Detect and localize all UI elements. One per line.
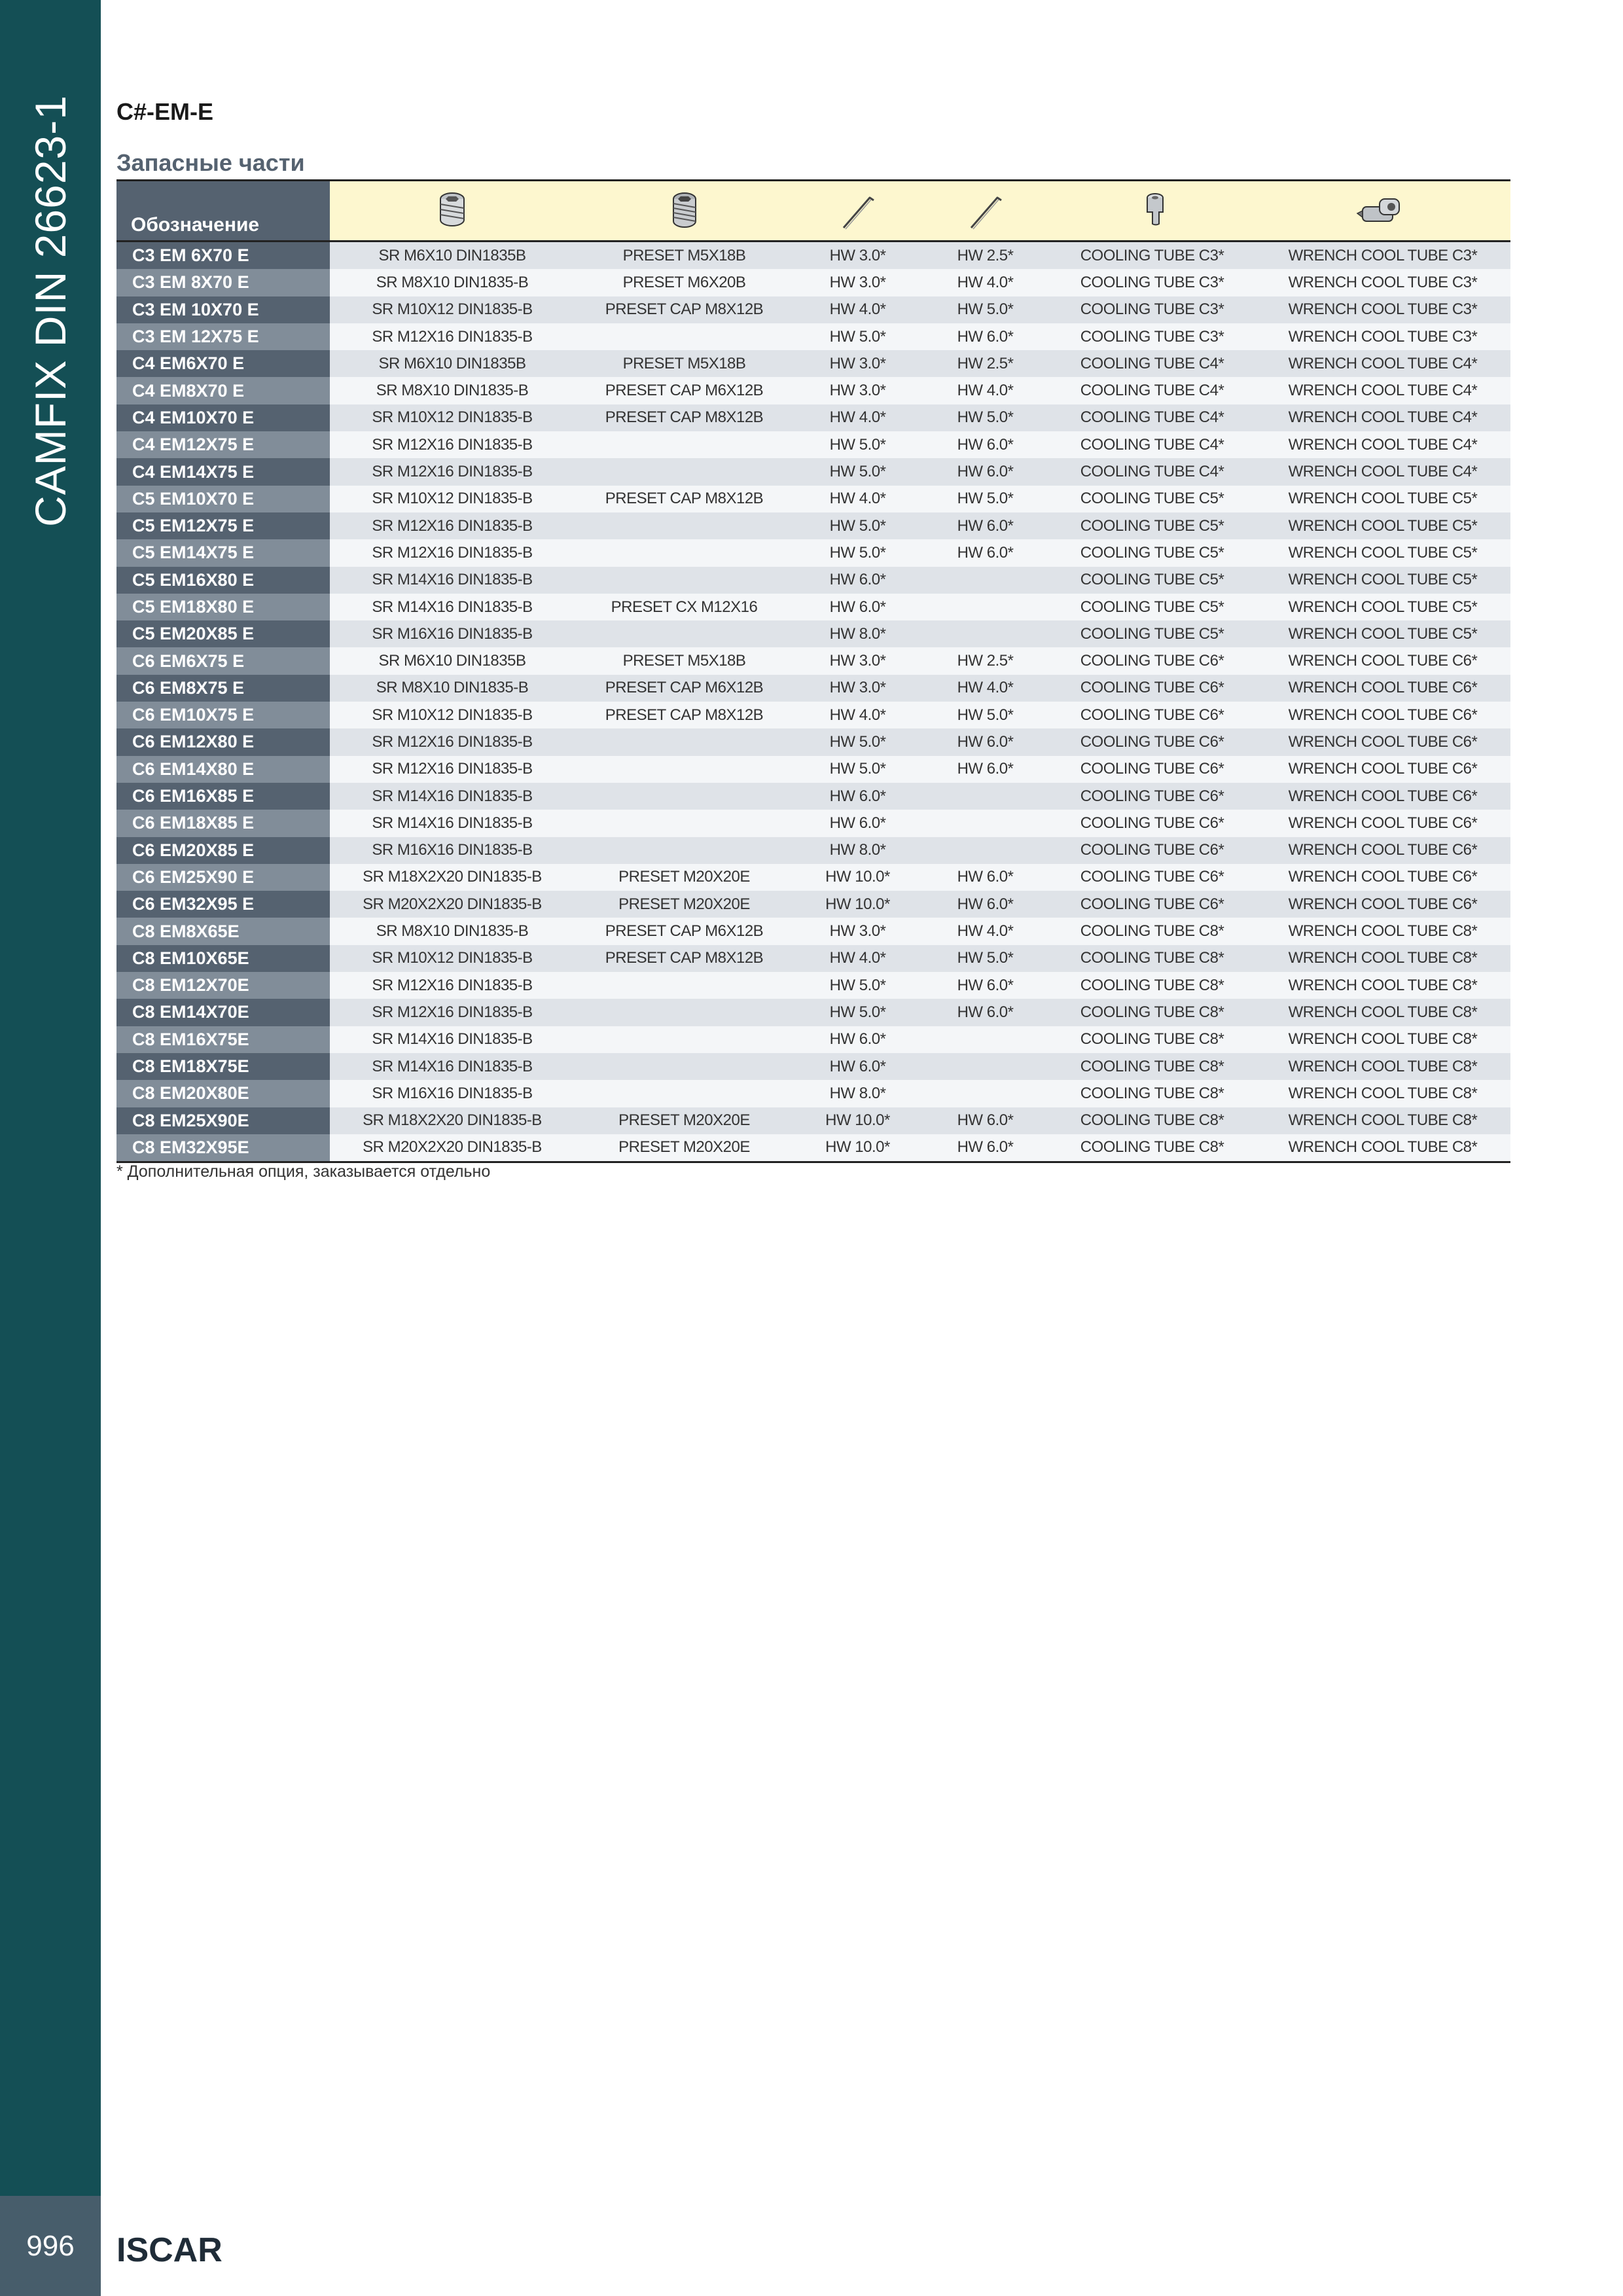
table-row bbox=[116, 864, 1510, 891]
cooling-tube-cell: COOLING TUBE C6* bbox=[1049, 702, 1255, 728]
cooling-tube-cell: COOLING TUBE C6* bbox=[1049, 837, 1255, 864]
designation-cell: C4 EM6X70 E bbox=[116, 350, 330, 377]
preset-screw-column-header bbox=[575, 181, 794, 242]
hex-wrench-1-cell: HW 6.0* bbox=[794, 1026, 921, 1053]
set-screw-cell: SR M14X16 DIN1835-B bbox=[330, 810, 575, 836]
hex-wrench-2-cell: HW 5.0* bbox=[921, 404, 1049, 431]
wrench-cool-tube-cell: WRENCH COOL TUBE C8* bbox=[1255, 1134, 1510, 1162]
designation-cell: C3 EM 8X70 E bbox=[116, 269, 330, 296]
preset-cell: PRESET CAP M6X12B bbox=[575, 377, 794, 404]
cooling-tube-cell: COOLING TUBE C8* bbox=[1049, 945, 1255, 972]
table-row bbox=[116, 242, 1510, 270]
designation-cell: C6 EM12X80 E bbox=[116, 728, 330, 755]
hex-wrench-1-cell: HW 3.0* bbox=[794, 377, 921, 404]
designation-cell: C8 EM16X75E bbox=[116, 1026, 330, 1053]
designation-cell: C4 EM14X75 E bbox=[116, 458, 330, 485]
hex-wrench-1-cell: HW 10.0* bbox=[794, 1134, 921, 1162]
set-screw-cell: SR M12X16 DIN1835-B bbox=[330, 539, 575, 566]
set-screw-cell: SR M10X12 DIN1835-B bbox=[330, 486, 575, 512]
cooling-tube-icon bbox=[1133, 190, 1172, 232]
preset-cell: PRESET CX M12X16 bbox=[575, 594, 794, 620]
preset-cell: PRESET M6X20B bbox=[575, 269, 794, 296]
set-screw-cell: SR M10X12 DIN1835-B bbox=[330, 296, 575, 323]
cooling-tube-cell: COOLING TUBE C5* bbox=[1049, 486, 1255, 512]
hex-wrench-1-cell: HW 4.0* bbox=[794, 404, 921, 431]
cooling-tube-cell: COOLING TUBE C6* bbox=[1049, 891, 1255, 918]
preset-cell bbox=[575, 1080, 794, 1107]
table-row bbox=[116, 594, 1510, 620]
set-screw-cell: SR M20X2X20 DIN1835-B bbox=[330, 1134, 575, 1162]
wrench-cool-tube-cell: WRENCH COOL TUBE C4* bbox=[1255, 431, 1510, 458]
preset-cell bbox=[575, 999, 794, 1026]
brand-logo: ISCAR bbox=[116, 2231, 223, 2269]
hex-wrench-1-cell: HW 5.0* bbox=[794, 458, 921, 485]
wrench-cool-tube-cell: WRENCH COOL TUBE C8* bbox=[1255, 999, 1510, 1026]
set-screw-cell: SR M12X16 DIN1835-B bbox=[330, 323, 575, 350]
preset-cell: PRESET CAP M8X12B bbox=[575, 702, 794, 728]
preset-cell: PRESET M5X18B bbox=[575, 647, 794, 674]
set-screw-cell: SR M18X2X20 DIN1835-B bbox=[330, 864, 575, 891]
table-row bbox=[116, 1080, 1510, 1107]
hex-wrench-2-cell: HW 6.0* bbox=[921, 512, 1049, 539]
set-screw-cell: SR M16X16 DIN1835-B bbox=[330, 1080, 575, 1107]
designation-cell: C3 EM 12X75 E bbox=[116, 323, 330, 350]
hex-wrench-1-cell: HW 5.0* bbox=[794, 972, 921, 999]
hex-wrench-2-cell: HW 2.5* bbox=[921, 242, 1049, 270]
hex-wrench-2-cell: HW 4.0* bbox=[921, 675, 1049, 702]
hex-wrench-1-cell: HW 4.0* bbox=[794, 296, 921, 323]
hex-wrench-2-cell bbox=[921, 594, 1049, 620]
wrench-cool-tube-cell: WRENCH COOL TUBE C3* bbox=[1255, 296, 1510, 323]
hex-wrench-1-cell: HW 8.0* bbox=[794, 1080, 921, 1107]
cooling-tube-cell: COOLING TUBE C4* bbox=[1049, 431, 1255, 458]
wrench-cool-tube-cell: WRENCH COOL TUBE C6* bbox=[1255, 702, 1510, 728]
designation-cell: C8 EM32X95E bbox=[116, 1134, 330, 1162]
cooling-tube-cell: COOLING TUBE C3* bbox=[1049, 242, 1255, 270]
set-screw-cell: SR M12X16 DIN1835-B bbox=[330, 999, 575, 1026]
wrench-cool-tube-cell: WRENCH COOL TUBE C4* bbox=[1255, 350, 1510, 377]
hex-wrench-1-cell: HW 4.0* bbox=[794, 486, 921, 512]
wrench-cool-tube-cell: WRENCH COOL TUBE C3* bbox=[1255, 323, 1510, 350]
designation-cell: C5 EM16X80 E bbox=[116, 567, 330, 594]
hex-wrench-2-cell bbox=[921, 1080, 1049, 1107]
spare-parts-table-wrap bbox=[116, 179, 1510, 1163]
cooling-tube-cell: COOLING TUBE C6* bbox=[1049, 864, 1255, 891]
designation-cell: C4 EM10X70 E bbox=[116, 404, 330, 431]
table-row bbox=[116, 567, 1510, 594]
hex-wrench-2-cell: HW 6.0* bbox=[921, 323, 1049, 350]
wrench-cool-tube-cell: WRENCH COOL TUBE C6* bbox=[1255, 675, 1510, 702]
table-body bbox=[116, 242, 1510, 1162]
hex-wrench-1-cell: HW 5.0* bbox=[794, 512, 921, 539]
page-number: 996 bbox=[26, 2229, 75, 2262]
designation-cell: C3 EM 10X70 E bbox=[116, 296, 330, 323]
wrench-cool-tube-cell: WRENCH COOL TUBE C6* bbox=[1255, 837, 1510, 864]
set-screw-cell: SR M14X16 DIN1835-B bbox=[330, 1026, 575, 1053]
wrench-cool-tube-cell: WRENCH COOL TUBE C3* bbox=[1255, 269, 1510, 296]
designation-cell: C3 EM 6X70 E bbox=[116, 242, 330, 270]
preset-cell bbox=[575, 756, 794, 783]
hex-wrench-1-cell: HW 3.0* bbox=[794, 350, 921, 377]
preset-cell: PRESET M20X20E bbox=[575, 891, 794, 918]
wrench-cool-tube-cell: WRENCH COOL TUBE C8* bbox=[1255, 1026, 1510, 1053]
hex-wrench-2-cell: HW 5.0* bbox=[921, 702, 1049, 728]
hex-wrench-icon bbox=[838, 190, 878, 232]
designation-cell: C8 EM20X80E bbox=[116, 1080, 330, 1107]
set-screw-cell: SR M6X10 DIN1835B bbox=[330, 242, 575, 270]
wrench-cool-tube-cell: WRENCH COOL TUBE C6* bbox=[1255, 783, 1510, 810]
cooling-tube-cell: COOLING TUBE C3* bbox=[1049, 296, 1255, 323]
cooling-tube-cell: COOLING TUBE C3* bbox=[1049, 323, 1255, 350]
hex-wrench-1-cell: HW 5.0* bbox=[794, 728, 921, 755]
preset-cell: PRESET M20X20E bbox=[575, 864, 794, 891]
cooling-tube-cell: COOLING TUBE C5* bbox=[1049, 620, 1255, 647]
page-number-box bbox=[0, 2196, 101, 2296]
cooling-tube-cell: COOLING TUBE C8* bbox=[1049, 1026, 1255, 1053]
designation-cell: C5 EM20X85 E bbox=[116, 620, 330, 647]
hex-wrench-2-cell: HW 6.0* bbox=[921, 728, 1049, 755]
hex-wrench-1-cell: HW 3.0* bbox=[794, 242, 921, 270]
section-title: Запасные части bbox=[116, 149, 305, 176]
hex-wrench-2-cell: HW 5.0* bbox=[921, 945, 1049, 972]
hex-wrench-1-cell: HW 4.0* bbox=[794, 945, 921, 972]
cooling-tube-cell: COOLING TUBE C5* bbox=[1049, 512, 1255, 539]
set-screw-cell: SR M16X16 DIN1835-B bbox=[330, 837, 575, 864]
cooling-tube-cell: COOLING TUBE C4* bbox=[1049, 377, 1255, 404]
hex-wrench-1-cell: HW 6.0* bbox=[794, 567, 921, 594]
wrench-cool-tube-cell: WRENCH COOL TUBE C4* bbox=[1255, 458, 1510, 485]
designation-cell: C8 EM8X65E bbox=[116, 918, 330, 944]
preset-cell bbox=[575, 567, 794, 594]
hex-wrench-2-cell bbox=[921, 1026, 1049, 1053]
hex-wrench-2-cell: HW 6.0* bbox=[921, 431, 1049, 458]
hex-wrench-1-cell: HW 3.0* bbox=[794, 918, 921, 944]
cooling-tube-cell: COOLING TUBE C8* bbox=[1049, 1080, 1255, 1107]
set-screw-cell: SR M12X16 DIN1835-B bbox=[330, 756, 575, 783]
hex-wrench-2-cell bbox=[921, 1053, 1049, 1080]
hex-wrench-2-cell: HW 6.0* bbox=[921, 756, 1049, 783]
hex-wrench-2-cell: HW 6.0* bbox=[921, 891, 1049, 918]
cooling-tube-cell: COOLING TUBE C5* bbox=[1049, 539, 1255, 566]
set-screw-cell: SR M8X10 DIN1835-B bbox=[330, 377, 575, 404]
set-screw-cell: SR M12X16 DIN1835-B bbox=[330, 458, 575, 485]
hex-wrench-1-cell: HW 3.0* bbox=[794, 675, 921, 702]
table-row bbox=[116, 323, 1510, 350]
cooling-tube-cell: COOLING TUBE C3* bbox=[1049, 269, 1255, 296]
table-row bbox=[116, 837, 1510, 864]
spare-parts-table bbox=[116, 179, 1510, 1163]
table-row bbox=[116, 702, 1510, 728]
designation-cell: C4 EM8X70 E bbox=[116, 377, 330, 404]
hex-wrench-2-cell bbox=[921, 783, 1049, 810]
hex-wrench-1-cell: HW 6.0* bbox=[794, 1053, 921, 1080]
hex-wrench-2-cell: HW 6.0* bbox=[921, 539, 1049, 566]
designation-cell: C6 EM6X75 E bbox=[116, 647, 330, 674]
wrench-cool-tube-cell: WRENCH COOL TUBE C6* bbox=[1255, 756, 1510, 783]
set-screw-cell: SR M12X16 DIN1835-B bbox=[330, 972, 575, 999]
preset-cell bbox=[575, 1053, 794, 1080]
table-row bbox=[116, 486, 1510, 512]
wrench-cool-tube-cell: WRENCH COOL TUBE C3* bbox=[1255, 242, 1510, 270]
designation-cell: C8 EM12X70E bbox=[116, 972, 330, 999]
set-screw-cell: SR M8X10 DIN1835-B bbox=[330, 269, 575, 296]
set-screw-cell: SR M10X12 DIN1835-B bbox=[330, 404, 575, 431]
wrench-cool-tube-cell: WRENCH COOL TUBE C5* bbox=[1255, 567, 1510, 594]
wrench-cool-tube-column-header bbox=[1255, 181, 1510, 242]
preset-cell: PRESET CAP M8X12B bbox=[575, 296, 794, 323]
preset-cell bbox=[575, 512, 794, 539]
preset-cell bbox=[575, 972, 794, 999]
set-screw-cell: SR M14X16 DIN1835-B bbox=[330, 594, 575, 620]
hex-wrench-2-cell: HW 6.0* bbox=[921, 1134, 1049, 1162]
preset-cell: PRESET CAP M6X12B bbox=[575, 918, 794, 944]
wrench-cool-tube-cell: WRENCH COOL TUBE C6* bbox=[1255, 728, 1510, 755]
designation-cell: C8 EM14X70E bbox=[116, 999, 330, 1026]
table-row bbox=[116, 296, 1510, 323]
table-row bbox=[116, 999, 1510, 1026]
hex-wrench-1-cell: HW 6.0* bbox=[794, 810, 921, 836]
preset-cell: PRESET M5X18B bbox=[575, 350, 794, 377]
hex-wrench-2-cell: HW 2.5* bbox=[921, 350, 1049, 377]
wrench-cool-tube-cell: WRENCH COOL TUBE C4* bbox=[1255, 404, 1510, 431]
hex-wrench-icon bbox=[966, 190, 1005, 232]
cooling-tube-cell: COOLING TUBE C4* bbox=[1049, 458, 1255, 485]
hex-wrench-1-cell: HW 10.0* bbox=[794, 864, 921, 891]
set-screw-cell: SR M6X10 DIN1835B bbox=[330, 350, 575, 377]
wrench-cool-tube-cell: WRENCH COOL TUBE C6* bbox=[1255, 810, 1510, 836]
hex-wrench-2-cell: HW 2.5* bbox=[921, 647, 1049, 674]
preset-cell: PRESET CAP M8X12B bbox=[575, 486, 794, 512]
set-screw-cell: SR M10X12 DIN1835-B bbox=[330, 945, 575, 972]
hex-wrench-2-cell: HW 6.0* bbox=[921, 999, 1049, 1026]
designation-cell: C4 EM12X75 E bbox=[116, 431, 330, 458]
set-screw-cell: SR M12X16 DIN1835-B bbox=[330, 431, 575, 458]
table-row bbox=[116, 269, 1510, 296]
cooling-tube-cell: COOLING TUBE C6* bbox=[1049, 728, 1255, 755]
preset-cell: PRESET CAP M8X12B bbox=[575, 945, 794, 972]
sidebar-title: CAMFIX DIN 26623-1 bbox=[26, 95, 75, 527]
hex-wrench-1-cell: HW 5.0* bbox=[794, 323, 921, 350]
cooling-tube-cell: COOLING TUBE C4* bbox=[1049, 350, 1255, 377]
hex-wrench-2-cell: HW 5.0* bbox=[921, 296, 1049, 323]
table-row bbox=[116, 945, 1510, 972]
hex-wrench-1-cell: HW 8.0* bbox=[794, 837, 921, 864]
preset-cell: PRESET CAP M6X12B bbox=[575, 675, 794, 702]
designation-header: Обозначение bbox=[116, 181, 330, 242]
table-row bbox=[116, 1053, 1510, 1080]
table-row bbox=[116, 647, 1510, 674]
preset-screw-icon bbox=[665, 190, 704, 232]
wrench-cool-tube-cell: WRENCH COOL TUBE C8* bbox=[1255, 1107, 1510, 1134]
set-screw-cell: SR M14X16 DIN1835-B bbox=[330, 783, 575, 810]
hex-wrench-2-cell bbox=[921, 567, 1049, 594]
wrench-cool-tube-cell: WRENCH COOL TUBE C4* bbox=[1255, 377, 1510, 404]
preset-cell bbox=[575, 458, 794, 485]
table-row bbox=[116, 891, 1510, 918]
sidebar bbox=[0, 0, 101, 2196]
designation-cell: C6 EM16X85 E bbox=[116, 783, 330, 810]
set-screw-cell: SR M8X10 DIN1835-B bbox=[330, 918, 575, 944]
table-row bbox=[116, 620, 1510, 647]
hex-wrench-2-cell: HW 6.0* bbox=[921, 864, 1049, 891]
hex-wrench-1-cell: HW 10.0* bbox=[794, 1107, 921, 1134]
hex-wrench-2-cell: HW 6.0* bbox=[921, 972, 1049, 999]
wrench-cool-tube-cell: WRENCH COOL TUBE C5* bbox=[1255, 512, 1510, 539]
hex-wrench-1-cell: HW 5.0* bbox=[794, 539, 921, 566]
hex-wrench-2-cell: HW 6.0* bbox=[921, 1107, 1049, 1134]
hex-wrench-1-cell: HW 5.0* bbox=[794, 756, 921, 783]
table-row bbox=[116, 350, 1510, 377]
set-screw-cell: SR M6X10 DIN1835B bbox=[330, 647, 575, 674]
set-screw-column-header bbox=[330, 181, 575, 242]
designation-cell: C8 EM18X75E bbox=[116, 1053, 330, 1080]
cooling-tube-cell: COOLING TUBE C6* bbox=[1049, 756, 1255, 783]
hex-wrench-1-cell: HW 4.0* bbox=[794, 702, 921, 728]
cooling-tube-cell: COOLING TUBE C6* bbox=[1049, 810, 1255, 836]
hex-wrench-2-cell: HW 6.0* bbox=[921, 458, 1049, 485]
page-title: C#-EM-E bbox=[116, 98, 214, 125]
table-row bbox=[116, 512, 1510, 539]
designation-cell: C8 EM25X90E bbox=[116, 1107, 330, 1134]
designation-cell: C6 EM25X90 E bbox=[116, 864, 330, 891]
set-screw-cell: SR M16X16 DIN1835-B bbox=[330, 620, 575, 647]
set-screw-cell: SR M10X12 DIN1835-B bbox=[330, 702, 575, 728]
table-row bbox=[116, 756, 1510, 783]
hex-wrench-1-cell: HW 3.0* bbox=[794, 647, 921, 674]
preset-cell bbox=[575, 1026, 794, 1053]
wrench-cool-tube-cell: WRENCH COOL TUBE C5* bbox=[1255, 486, 1510, 512]
table-row bbox=[116, 783, 1510, 810]
preset-cell bbox=[575, 620, 794, 647]
wrench-cool-tube-icon bbox=[1353, 190, 1412, 232]
hex-wrench-1-cell: HW 5.0* bbox=[794, 431, 921, 458]
preset-cell: PRESET M20X20E bbox=[575, 1134, 794, 1162]
designation-cell: C8 EM10X65E bbox=[116, 945, 330, 972]
cooling-tube-cell: COOLING TUBE C8* bbox=[1049, 918, 1255, 944]
cooling-tube-cell: COOLING TUBE C8* bbox=[1049, 999, 1255, 1026]
table-row bbox=[116, 918, 1510, 944]
cooling-tube-column-header bbox=[1049, 181, 1255, 242]
designation-cell: C6 EM8X75 E bbox=[116, 675, 330, 702]
footnote: * Дополнительная опция, заказывается отдельно bbox=[116, 1162, 491, 1181]
table-row bbox=[116, 810, 1510, 836]
hex-wrench-1-cell: HW 5.0* bbox=[794, 999, 921, 1026]
table-row bbox=[116, 728, 1510, 755]
table-row bbox=[116, 404, 1510, 431]
hex-wrench-column-header-2 bbox=[921, 181, 1049, 242]
wrench-cool-tube-cell: WRENCH COOL TUBE C5* bbox=[1255, 594, 1510, 620]
designation-cell: C6 EM18X85 E bbox=[116, 810, 330, 836]
table-row bbox=[116, 1026, 1510, 1053]
wrench-cool-tube-cell: WRENCH COOL TUBE C8* bbox=[1255, 1080, 1510, 1107]
preset-cell bbox=[575, 539, 794, 566]
designation-cell: C6 EM14X80 E bbox=[116, 756, 330, 783]
cooling-tube-cell: COOLING TUBE C6* bbox=[1049, 675, 1255, 702]
table-row bbox=[116, 539, 1510, 566]
hex-wrench-1-cell: HW 6.0* bbox=[794, 783, 921, 810]
hex-wrench-2-cell: HW 4.0* bbox=[921, 918, 1049, 944]
cooling-tube-cell: COOLING TUBE C6* bbox=[1049, 647, 1255, 674]
hex-wrench-1-cell: HW 8.0* bbox=[794, 620, 921, 647]
set-screw-cell: SR M14X16 DIN1835-B bbox=[330, 567, 575, 594]
table-row bbox=[116, 1134, 1510, 1162]
designation-cell: C5 EM18X80 E bbox=[116, 594, 330, 620]
designation-cell: C5 EM14X75 E bbox=[116, 539, 330, 566]
preset-cell: PRESET M20X20E bbox=[575, 1107, 794, 1134]
preset-cell bbox=[575, 837, 794, 864]
cooling-tube-cell: COOLING TUBE C8* bbox=[1049, 972, 1255, 999]
wrench-cool-tube-cell: WRENCH COOL TUBE C6* bbox=[1255, 647, 1510, 674]
set-screw-cell: SR M8X10 DIN1835-B bbox=[330, 675, 575, 702]
preset-cell bbox=[575, 783, 794, 810]
hex-wrench-column-header-1 bbox=[794, 181, 921, 242]
hex-wrench-2-cell bbox=[921, 620, 1049, 647]
cooling-tube-cell: COOLING TUBE C8* bbox=[1049, 1107, 1255, 1134]
table-row bbox=[116, 972, 1510, 999]
set-screw-cell: SR M18X2X20 DIN1835-B bbox=[330, 1107, 575, 1134]
wrench-cool-tube-cell: WRENCH COOL TUBE C5* bbox=[1255, 620, 1510, 647]
preset-cell bbox=[575, 728, 794, 755]
hex-wrench-2-cell: HW 4.0* bbox=[921, 269, 1049, 296]
designation-cell: C6 EM32X95 E bbox=[116, 891, 330, 918]
wrench-cool-tube-cell: WRENCH COOL TUBE C8* bbox=[1255, 945, 1510, 972]
table-row bbox=[116, 377, 1510, 404]
cooling-tube-cell: COOLING TUBE C8* bbox=[1049, 1134, 1255, 1162]
set-screw-cell: SR M12X16 DIN1835-B bbox=[330, 728, 575, 755]
hex-wrench-2-cell bbox=[921, 837, 1049, 864]
table-row bbox=[116, 1107, 1510, 1134]
wrench-cool-tube-cell: WRENCH COOL TUBE C6* bbox=[1255, 891, 1510, 918]
hex-wrench-1-cell: HW 10.0* bbox=[794, 891, 921, 918]
cooling-tube-cell: COOLING TUBE C8* bbox=[1049, 1053, 1255, 1080]
cooling-tube-cell: COOLING TUBE C6* bbox=[1049, 783, 1255, 810]
wrench-cool-tube-cell: WRENCH COOL TUBE C8* bbox=[1255, 918, 1510, 944]
wrench-cool-tube-cell: WRENCH COOL TUBE C6* bbox=[1255, 864, 1510, 891]
table-row bbox=[116, 675, 1510, 702]
cooling-tube-cell: COOLING TUBE C5* bbox=[1049, 567, 1255, 594]
wrench-cool-tube-cell: WRENCH COOL TUBE C5* bbox=[1255, 539, 1510, 566]
hex-wrench-1-cell: HW 3.0* bbox=[794, 269, 921, 296]
designation-cell: C6 EM10X75 E bbox=[116, 702, 330, 728]
set-screw-cell: SR M14X16 DIN1835-B bbox=[330, 1053, 575, 1080]
hex-wrench-1-cell: HW 6.0* bbox=[794, 594, 921, 620]
table-row bbox=[116, 458, 1510, 485]
designation-cell: C5 EM10X70 E bbox=[116, 486, 330, 512]
preset-cell: PRESET CAP M8X12B bbox=[575, 404, 794, 431]
set-screw-cell: SR M20X2X20 DIN1835-B bbox=[330, 891, 575, 918]
set-screw-icon bbox=[433, 190, 472, 232]
preset-cell bbox=[575, 810, 794, 836]
wrench-cool-tube-cell: WRENCH COOL TUBE C8* bbox=[1255, 1053, 1510, 1080]
designation-cell: C5 EM12X75 E bbox=[116, 512, 330, 539]
preset-cell: PRESET M5X18B bbox=[575, 242, 794, 270]
hex-wrench-2-cell: HW 4.0* bbox=[921, 377, 1049, 404]
preset-cell bbox=[575, 431, 794, 458]
hex-wrench-2-cell bbox=[921, 810, 1049, 836]
cooling-tube-cell: COOLING TUBE C4* bbox=[1049, 404, 1255, 431]
table-row bbox=[116, 431, 1510, 458]
set-screw-cell: SR M12X16 DIN1835-B bbox=[330, 512, 575, 539]
hex-wrench-2-cell: HW 5.0* bbox=[921, 486, 1049, 512]
preset-cell bbox=[575, 323, 794, 350]
wrench-cool-tube-cell: WRENCH COOL TUBE C8* bbox=[1255, 972, 1510, 999]
designation-cell: C6 EM20X85 E bbox=[116, 837, 330, 864]
cooling-tube-cell: COOLING TUBE C5* bbox=[1049, 594, 1255, 620]
table-header-row bbox=[116, 181, 1510, 242]
